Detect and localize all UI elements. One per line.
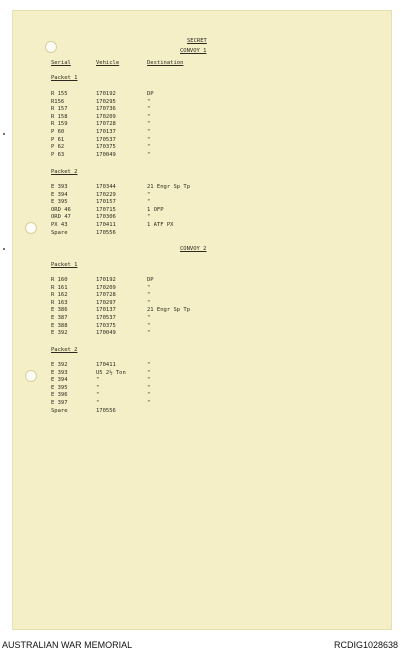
convoy-1-heading: CONVOY 1 bbox=[180, 48, 207, 54]
serial-cell: E 392 bbox=[51, 362, 68, 368]
serial-cell: E 394 bbox=[51, 377, 68, 384]
vehicle-cell: 170556 bbox=[96, 229, 116, 236]
serial-cell: E 386 bbox=[51, 307, 68, 314]
vehicle-cell: 170375 bbox=[96, 144, 116, 151]
vehicle-cell: 170049 bbox=[96, 330, 116, 337]
margin-mark bbox=[3, 248, 5, 250]
serial-cell: R 157 bbox=[51, 106, 68, 113]
serial-cell: P 61 bbox=[51, 136, 65, 143]
destination-cell: " bbox=[147, 299, 151, 306]
punch-hole-top bbox=[45, 41, 57, 53]
vehicle-cell: 170209 bbox=[96, 113, 116, 120]
vehicle-cell: 170375 bbox=[96, 322, 116, 329]
convoy2-packet2-label: Packet 2 bbox=[51, 347, 78, 353]
destination-cell: " bbox=[147, 292, 151, 299]
serial-cell: E 387 bbox=[51, 315, 68, 321]
destination-cell: " bbox=[147, 136, 151, 143]
vehicle-cell: 170344 bbox=[96, 184, 116, 190]
destination-cell: " bbox=[147, 151, 151, 158]
vehicle-cell: 170411 bbox=[96, 362, 116, 368]
vehicle-cell: 170715 bbox=[96, 206, 116, 213]
margin-mark bbox=[3, 133, 5, 135]
convoy2-packet1-label: Packet 1 bbox=[51, 262, 78, 268]
vehicle-cell: 170411 bbox=[96, 222, 116, 228]
punch-hole-bottom bbox=[25, 370, 37, 382]
serial-cell: E 396 bbox=[51, 392, 68, 399]
destination-cell: DP bbox=[147, 91, 154, 97]
destination-cell: " bbox=[147, 199, 151, 206]
destination-cell: " bbox=[147, 377, 151, 384]
vehicle-cell: 170556 bbox=[96, 407, 116, 414]
destination-cell: " bbox=[147, 392, 151, 399]
serial-cell: PX 43 bbox=[51, 222, 68, 228]
destination-cell: " bbox=[147, 113, 151, 120]
destination-cell: " bbox=[147, 144, 151, 151]
destination-cell: 21 Engr Sp Tp bbox=[147, 184, 191, 190]
vehicle-cell: " bbox=[96, 392, 100, 399]
vehicle-header: Vehicle bbox=[96, 60, 120, 66]
vehicle-cell: 170728 bbox=[96, 292, 116, 299]
serial-cell: E 395 bbox=[51, 384, 68, 391]
serial-cell: R156 bbox=[51, 98, 65, 105]
vehicle-cell: 170157 bbox=[96, 199, 116, 206]
destination-cell: " bbox=[147, 362, 151, 368]
vehicle-cell: " bbox=[96, 384, 100, 391]
destination-cell: " bbox=[147, 284, 151, 291]
serial-cell: Spare bbox=[51, 229, 68, 236]
serial-cell: E 393 bbox=[51, 184, 68, 190]
destination-cell: 1 OFP bbox=[147, 206, 164, 213]
vehicle-cell: 170192 bbox=[96, 91, 116, 97]
convoy1-packet1-label: Packet 1 bbox=[51, 75, 78, 81]
vehicle-cell: 170297 bbox=[96, 299, 116, 306]
serial-cell: Spare bbox=[51, 407, 68, 414]
vehicle-cell: 170137 bbox=[96, 129, 116, 135]
serial-cell: E 395 bbox=[51, 199, 68, 206]
serial-cell: E 394 bbox=[51, 191, 68, 198]
serial-cell: E 392 bbox=[51, 330, 68, 337]
serial-cell: E 393 bbox=[51, 369, 68, 376]
secret-heading: SECRET bbox=[187, 38, 207, 44]
vehicle-cell: 170209 bbox=[96, 284, 116, 291]
serial-cell: R 159 bbox=[51, 121, 68, 128]
serial-cell: P 62 bbox=[51, 144, 65, 151]
serial-cell: P 63 bbox=[51, 151, 65, 158]
serial-cell: E 388 bbox=[51, 322, 68, 329]
serial-cell: ORD 47 bbox=[51, 214, 71, 221]
destination-cell: " bbox=[147, 129, 151, 135]
serial-cell: ORD 46 bbox=[51, 206, 71, 213]
destination-cell: " bbox=[147, 214, 151, 221]
serial-cell: R 158 bbox=[51, 113, 68, 120]
destination-cell: " bbox=[147, 98, 151, 105]
vehicle-cell: " bbox=[96, 400, 100, 406]
serial-cell: R 163 bbox=[51, 299, 68, 306]
destination-cell: " bbox=[147, 121, 151, 128]
destination-cell: " bbox=[147, 369, 151, 376]
destination-cell: " bbox=[147, 330, 151, 337]
convoy-2-heading: CONVOY 2 bbox=[180, 246, 207, 252]
vehicle-cell: 170192 bbox=[96, 277, 116, 283]
vehicle-cell: 170537 bbox=[96, 136, 116, 143]
destination-cell: DP bbox=[147, 277, 154, 283]
serial-cell: R 161 bbox=[51, 284, 68, 291]
destination-cell: " bbox=[147, 315, 151, 321]
vehicle-cell: " bbox=[96, 377, 100, 384]
vehicle-cell: U5 2½ Ton bbox=[96, 369, 126, 376]
serial-cell: R 162 bbox=[51, 292, 68, 299]
destination-cell: 21 Engr Sp Tp bbox=[147, 307, 191, 314]
vehicle-cell: 170137 bbox=[96, 307, 116, 314]
destination-cell: " bbox=[147, 191, 151, 198]
serial-cell: R 160 bbox=[51, 277, 68, 283]
vehicle-cell: 170229 bbox=[96, 191, 116, 198]
punch-hole-middle bbox=[25, 222, 37, 234]
destination-cell: " bbox=[147, 384, 151, 391]
vehicle-cell: 170295 bbox=[96, 98, 116, 105]
vehicle-cell: 170537 bbox=[96, 315, 116, 321]
serial-cell: P 60 bbox=[51, 129, 65, 135]
destination-cell: " bbox=[147, 400, 151, 406]
archive-reference: RCDIG1028638 bbox=[333, 640, 398, 650]
destination-cell: " bbox=[147, 322, 151, 329]
destination-cell: " bbox=[147, 106, 151, 113]
convoy1-packet2-label: Packet 2 bbox=[51, 169, 78, 175]
vehicle-cell: 170306 bbox=[96, 214, 116, 221]
destination-cell: 1 ATF PX bbox=[147, 222, 174, 228]
serial-cell: R 155 bbox=[51, 91, 68, 97]
serial-cell: E 397 bbox=[51, 400, 68, 406]
vehicle-cell: 170049 bbox=[96, 151, 116, 158]
vehicle-cell: 170736 bbox=[96, 106, 116, 113]
vehicle-cell: 170728 bbox=[96, 121, 116, 128]
serial-header: Serial bbox=[51, 60, 71, 66]
archive-credit: AUSTRALIAN WAR MEMORIAL bbox=[2, 640, 133, 650]
document-page bbox=[12, 10, 392, 630]
destination-header: Destination bbox=[147, 60, 184, 66]
